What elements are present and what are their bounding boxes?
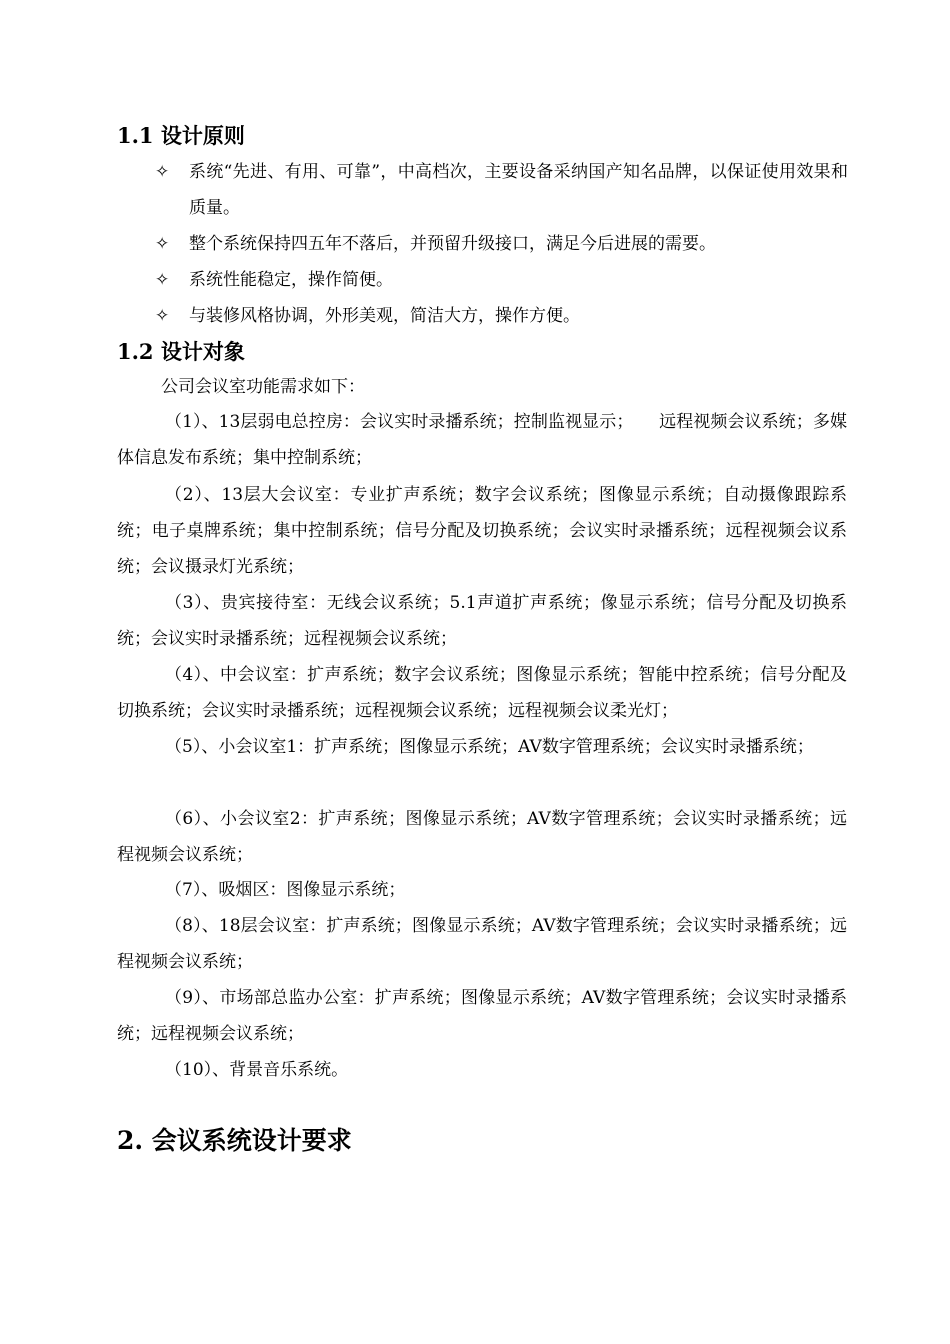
diamond-bullet-icon: ✧ — [155, 234, 170, 254]
requirement-item: （3）、贵宾接待室：无线会议系统；5.1声道扩声系统；像显示系统；信号分配及切换系统；会议实时录播系统；远程视频会议系统； — [117, 593, 847, 649]
principle-text: 与装修风格协调，外形美观，简洁大方，操作方便。 — [189, 306, 580, 326]
section-1-2-heading: 1.2 设计对象 — [117, 339, 245, 364]
section-2-heading: 2. 会议系统设计要求 — [117, 1126, 352, 1155]
principle-bullet — [155, 262, 848, 298]
section-1-1-heading: 1.1 设计原则 — [117, 123, 245, 148]
requirement-item: （6）、小会议室2：扩声系统；图像显示系统；AV数字管理系统；会议实时录播系统；远程视频会议系统； — [117, 809, 847, 865]
diamond-bullet-icon: ✧ — [155, 270, 170, 290]
requirement-item: （7）、吸烟区：图像显示系统； — [165, 880, 406, 900]
requirement-item: （5）、小会议室1：扩声系统；图像显示系统；AV数字管理系统；会议实时录播系统； — [165, 737, 814, 757]
requirement-item: （4）、中会议室：扩声系统；数字会议系统；图像显示系统；智能中控系统；信号分配及切换系统；会议实时录播系统；远程视频会议系统；远程视频会议柔光灯； — [117, 665, 847, 721]
principle-text: 整个系统保持四五年不落后，并预留升级接口，满足今后进展的需要。 — [189, 234, 716, 254]
principle-text: 系统性能稳定，操作简便。 — [189, 270, 393, 290]
principle-bullet — [155, 226, 848, 262]
requirement-item: （9）、市场部总监办公室：扩声系统；图像显示系统；AV数字管理系统；会议实时录播系统；远程视频会议系统； — [117, 988, 847, 1044]
requirement-item: （1）、13层弱电总控房：会议实时录播系统；控制监视显示； 远程视频会议系统；多媒体信息发布系统；集中控制系统； — [117, 412, 847, 468]
requirements-intro: 公司会议室功能需求如下： — [161, 377, 365, 397]
principle-bullet — [155, 154, 848, 226]
principle-text: 系统“先进、有用、可靠”，中高档次，主要设备采纳国产知名品牌，以保证使用效果和质量。 — [189, 162, 848, 218]
diamond-bullet-icon: ✧ — [155, 162, 170, 182]
requirement-item: （10）、背景音乐系统。 — [165, 1060, 349, 1080]
requirement-item: （8）、18层会议室：扩声系统；图像显示系统；AV数字管理系统；会议实时录播系统；远程视频会议系统； — [117, 916, 847, 972]
principle-bullet — [155, 298, 848, 334]
requirement-item: （2）、13层大会议室：专业扩声系统；数字会议系统；图像显示系统；自动摄像跟踪系统；电子桌牌系统；集中控制系统；信号分配及切换系统；会议实时录播系统；远程视频会议系统；会议摄录灯光系统； — [117, 485, 847, 577]
diamond-bullet-icon: ✧ — [155, 306, 170, 326]
